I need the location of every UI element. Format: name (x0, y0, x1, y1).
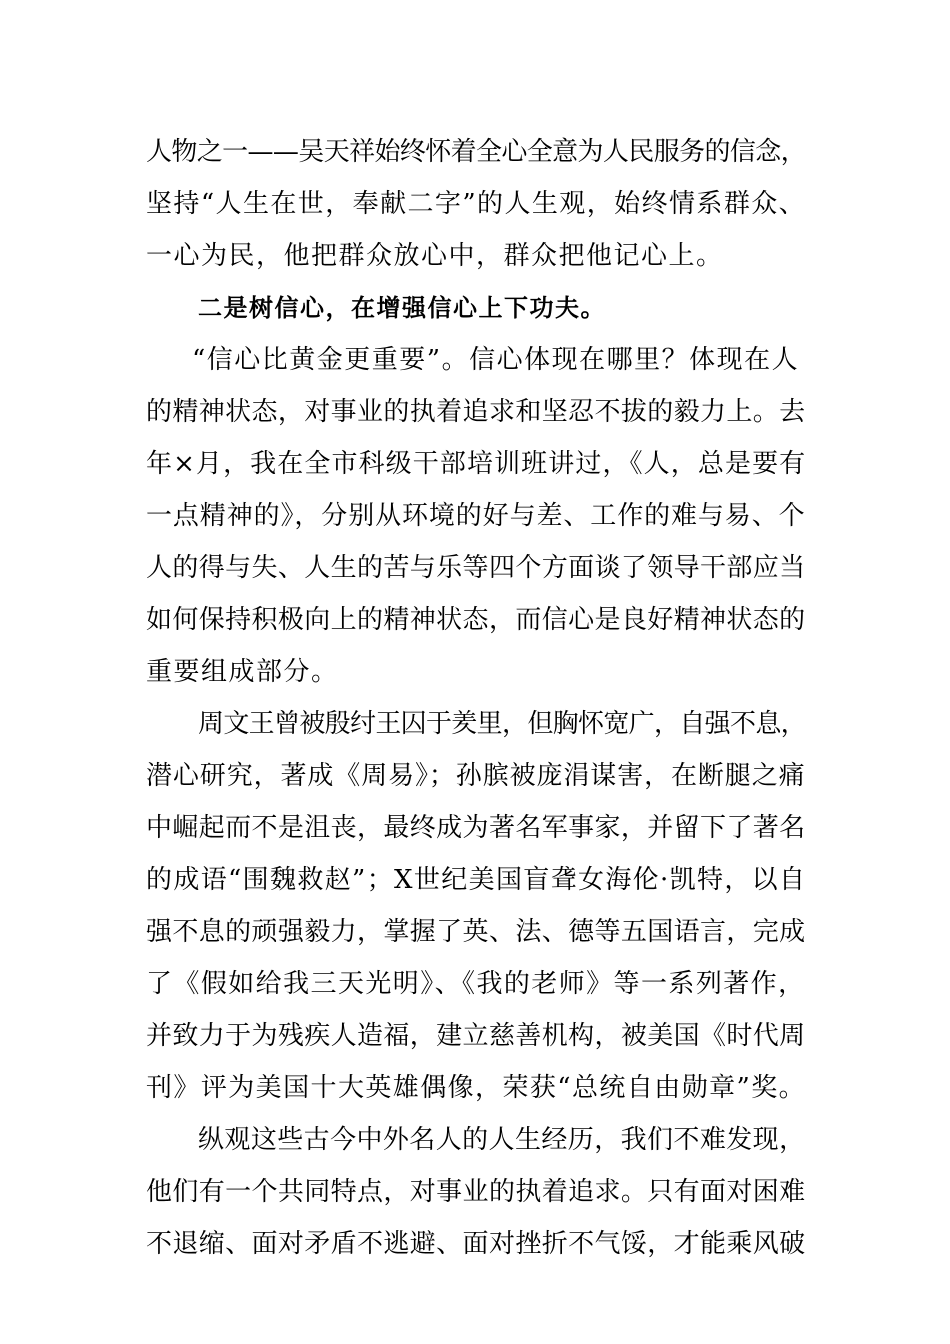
text-line: 并致力于为残疾人造福，建立慈善机构，被美国《时代周 (146, 1021, 806, 1051)
text-line: 人物之一——吴天祥始终怀着全心全意为人民服务的信念， (146, 137, 807, 167)
text-line: 强不息的顽强毅力，掌握了英、法、德等五国语言，完成 (146, 917, 806, 947)
text-line: 坚持“人生在世，奉献二字”的人生观，始终情系群众、 (146, 189, 807, 219)
text-line: 的精神状态，对事业的执着追求和坚忍不拔的毅力上。去 (146, 397, 806, 427)
text-line: 潜心研究，著成《周易》；孙膑被庞涓谋害，在断腿之痛 (146, 761, 806, 791)
text-line: 的成语“围魏救赵”；X世纪美国盲聋女海伦·凯特，以自 (146, 865, 807, 895)
text-line: 纵观这些古今中外名人的人生经历，我们不难发现， (198, 1125, 806, 1155)
section-heading: 二是树信心，在增强信心上下功夫。 (198, 294, 606, 322)
text-line: 一心为民，他把群众放心中，群众把他记心上。 (146, 241, 724, 271)
text-line: 不退缩、面对矛盾不逃避、面对挫折不气馁，才能乘风破 (146, 1229, 806, 1259)
text-line: 如何保持积极向上的精神状态，而信心是良好精神状态的 (146, 605, 806, 635)
text-line: 他们有一个共同特点，对事业的执着追求。只有面对困难 (146, 1177, 806, 1207)
text-line: 人的得与失、人生的苦与乐等四个方面谈了领导干部应当 (146, 553, 806, 583)
text-line: 了《假如给我三天光明》、《我的老师》等一系列著作， (146, 969, 806, 999)
text-line: 年×月，我在全市科级干部培训班讲过，《人，总是要有 (146, 449, 807, 479)
text-line: 中崛起而不是沮丧，最终成为著名军事家，并留下了著名 (146, 813, 806, 843)
text-line: 重要组成部分。 (146, 657, 339, 687)
text-line: 周文王曾被殷纣王囚于羑里，但胸怀宽广，自强不息， (198, 709, 807, 739)
text-line: 一点精神的》，分别从环境的好与差、工作的难与易、个 (146, 501, 806, 531)
text-line: 刊》评为美国十大英雄偶像，荣获“总统自由勋章”奖。 (146, 1073, 807, 1103)
document-body (146, 126, 806, 1270)
text-line: “信心比黄金更重要”。信心体现在哪里？体现在人 (192, 345, 800, 375)
